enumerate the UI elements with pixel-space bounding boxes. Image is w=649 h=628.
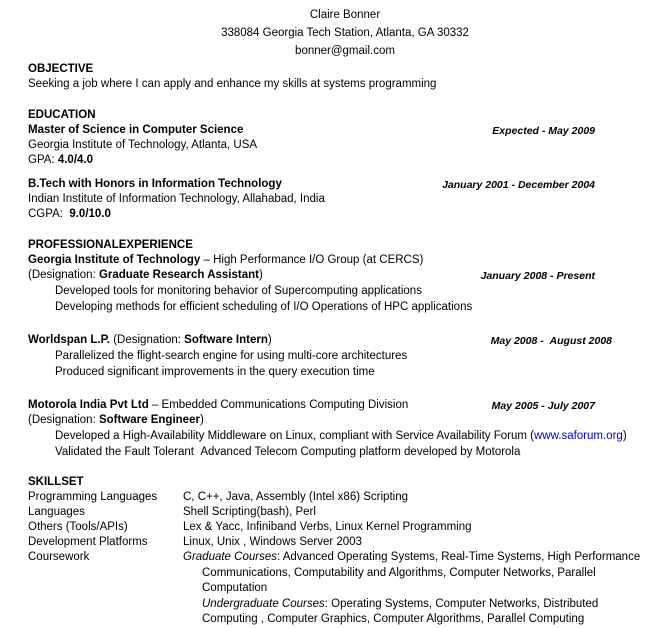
gpa-label: CGPA: [28,208,70,220]
experience-bullet: Parallelized the flight-search engine for using multi-core architectures [55,350,408,362]
experience-entry [0,333,649,380]
education-heading: EDUCATION [28,109,96,121]
graduate-courses-separator: : [276,551,283,563]
employer-division: – Embedded Communications Computing Division [148,399,409,411]
section-skillset [0,475,649,628]
resume-header [28,0,649,60]
coursework-value [183,550,643,628]
skillset-row [0,490,649,505]
undergraduate-courses-text: Operating Systems, Computer Networks, Distributed Computing , Computer Graphics, Computer Algorithms, Parallel Computing [202,597,599,625]
skill-label: Others (Tools/APIs) [28,521,128,533]
skillset-row [0,520,649,535]
degree-title: Master of Science in Computer Science [28,124,244,136]
designation-title: Software Engineer [98,414,200,426]
institution: Indian Institute of Information Technology, Allahabad, India [28,193,325,205]
designation-prefix: (Designation: [110,334,185,346]
candidate-name: Claire Bonner [309,9,381,21]
designation-title: Graduate Research Assistant [98,269,259,281]
experience-entry [0,398,649,460]
experience-bullet: Validated the Fault Tolerant Advanced Telecom Computing platform developed by Motorola [55,446,521,458]
experience-bullet: Developing methods for efficient scheduling of I/O Operations of HPC applications [55,301,473,313]
designation-row [0,413,649,428]
designation-suffix: ) [267,334,272,346]
employer-name: Motorola India Pvt Ltd [28,399,149,411]
gpa-row [0,207,649,222]
education-entry [0,177,649,222]
employer-division: – High Performance I/O Group (at CERCS) [200,254,424,266]
experience-entry [0,253,649,315]
skill-label: Languages [28,506,85,518]
skill-value: Linux, Unix , Windows Server 2003 [183,536,362,548]
education-entry [0,123,649,168]
experience-bullet: Produced significant improvements in the query execution time [55,366,375,378]
skillset-row [0,535,649,550]
undergraduate-courses [183,597,643,628]
designation-prefix: (Designation: [28,414,99,426]
gpa-row [0,153,649,168]
candidate-address: 338084 Georgia Tech Station, Atlanta, GA 30332 [221,27,469,39]
saforum-link[interactable]: www.saforum.org [533,430,623,442]
undergraduate-courses-label: Undergraduate Courses [202,597,325,610]
skill-label: Development Platforms [28,536,148,548]
degree-title: B.Tech with Honors in Information Technology [28,178,282,190]
gpa-label: GPA: [28,154,58,166]
section-education [0,108,649,222]
designation-title: Software Intern [184,334,268,346]
designation-suffix: ) [199,414,204,426]
skill-label: Programming Languages [28,491,158,503]
experience-bullet: Developed tools for monitoring behavior of Supercomputing applications [55,285,422,297]
employer-row [0,333,649,348]
graduate-courses [183,550,643,597]
graduate-courses-text: Advanced Operating Systems, Real-Time Systems, High Performance Communications, Computability and Algorithms, Computer Networks, Parallel Computation [202,551,641,594]
designation-suffix: ) [258,269,263,281]
designation-row [0,268,649,283]
experience-bullet [0,428,649,444]
employer-row [0,253,649,268]
degree-date: January 2001 - December 2004 [442,179,595,191]
degree-row [0,123,649,138]
skill-value: Lex & Yacc, Infiniband Verbs, Linux Kernel Programming [183,521,472,533]
skillset-row-coursework [0,550,649,628]
experience-heading: PROFESSIONALEXPERIENCE [28,239,193,251]
bullet-text-post: ) [622,430,627,442]
undergraduate-courses-separator: : [324,597,332,610]
gpa-value: 4.0/4.0 [57,154,93,166]
skill-value: C, C++, Java, Assembly (Intel x86) Scripting [183,491,408,503]
degree-row [0,177,649,192]
skill-value: Shell Scripting(bash), Perl [183,506,316,518]
employer-name: Worldspan L.P. [28,334,111,346]
designation-prefix: (Designation: [28,269,99,281]
section-experience [0,238,649,460]
graduate-courses-label: Graduate Courses [183,551,277,563]
employment-date: May 2005 - July 2007 [491,400,595,412]
objective-heading: OBJECTIVE [28,63,94,75]
employment-date: May 2008 - August 2008 [490,335,612,347]
employment-date: January 2008 - Present [480,270,595,282]
employer-row [0,398,649,413]
skillset-heading: SKILLSET [28,476,84,488]
gpa-value: 9.0/10.0 [69,208,111,220]
employer-name: Georgia Institute of Technology [28,254,201,266]
section-objective [0,62,649,92]
institution: Georgia Institute of Technology, Atlanta, USA [28,139,258,151]
skill-label: Coursework [28,551,90,563]
degree-date: Expected - May 2009 [492,125,595,137]
objective-text: Seeking a job where I can apply and enhance my skills at systems programming [28,78,437,90]
bullet-text-pre: Developed a High-Availability Middleware on Linux, compliant with Service Availability Forum ( [55,430,534,442]
skillset-row [0,505,649,520]
candidate-email: bonner@gmail.com [295,45,395,57]
